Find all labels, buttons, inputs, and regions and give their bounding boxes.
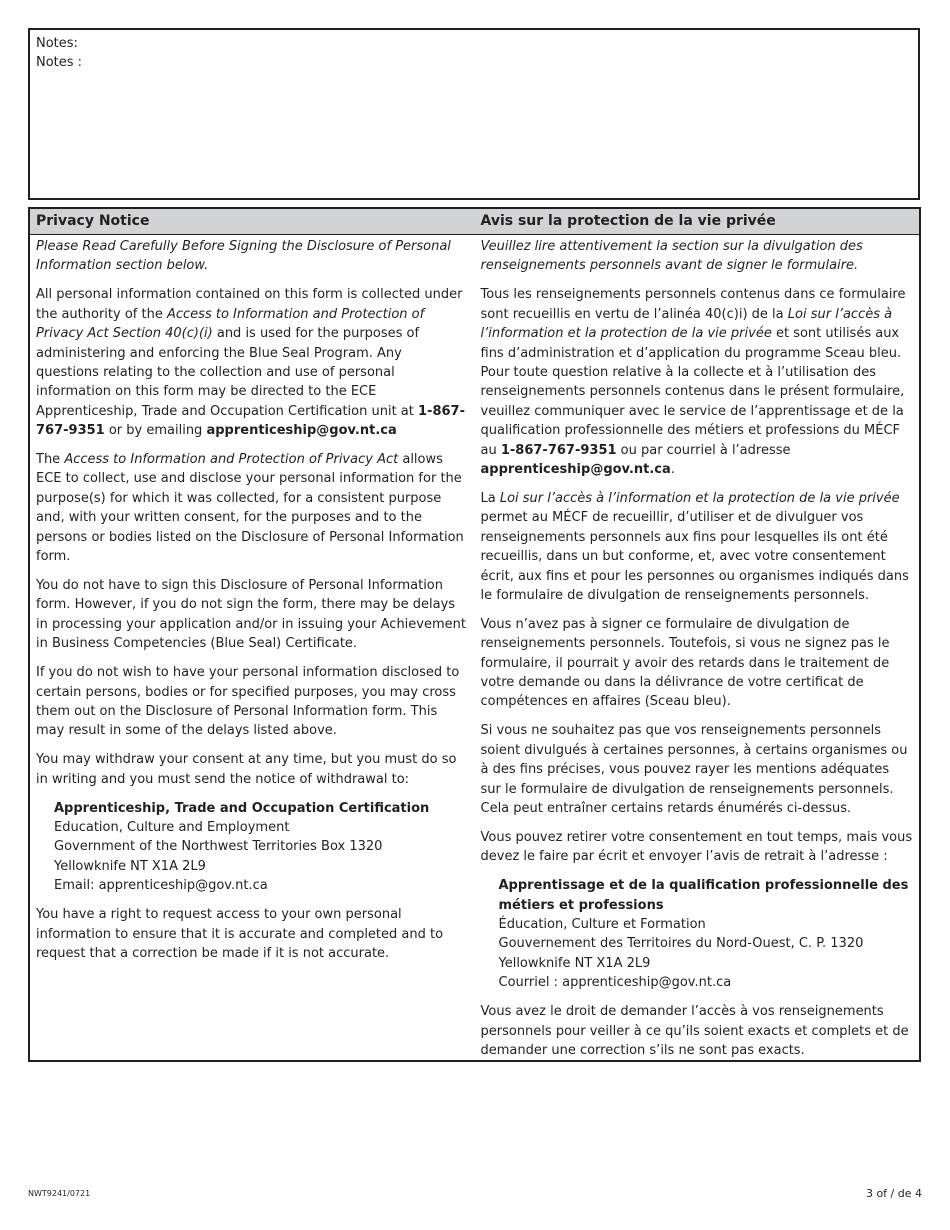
privacy-paragraph-4-en: If you do not wish to have your personal information disclosed to certain persons, bodies or for specified purposes, you may cross them out on the Disclosure of Personal Information form. This may result in some of the delays listed above. [36,665,460,739]
privacy-paragraph-3-fr: Vous n’avez pas à signer ce formulaire de divulgation de renseignements personnels. Toutefois, si vous ne signez pas le formulaire, il pourrait y avoir des retards dans le traitement de votre demande ou dans la délivrance de votre certificat de compétences en affaires (Sceau bleu). [480,616,890,710]
address-email: Courriel : apprenticeship@gov.nt.ca [498,975,732,991]
form-code: NWT9241/0721 [28,1189,91,1198]
email-address: apprenticeship@gov.nt.ca [206,423,397,439]
phone-number: 1-867-767-9351 [500,442,617,458]
address-email: Email: apprenticeship@gov.nt.ca [54,878,268,894]
address-organization: Apprentissage et de la qualification professionnelle des métiers et professions [498,878,909,913]
notes-label-fr: Notes : [36,55,83,70]
address-organization: Apprenticeship, Trade and Occupation Certification [54,800,430,816]
address-government: Gouvernement des Territoires du Nord-Ouest, C. P. 1320 [498,936,864,952]
privacy-notice-table [28,207,921,1062]
privacy-paragraph-6-en: You have a right to request access to your own personal information to ensure that it is accurate and completed and to request that a correction be made if it is not accurate. [36,907,444,961]
privacy-paragraph-6-fr: Vous avez le droit de demander l’accès à vos renseignements personnels pour veiller à ce qu’ils soient exacts et complets et de demander une correction s’ils ne sont pas exacts. [480,1004,909,1058]
withdrawal-address-fr [499,876,914,992]
email-address: apprenticeship@gov.nt.ca [480,461,671,477]
privacy-intro-en: Please Read Carefully Before Signing the Disclosure of Personal Information section below. [36,239,451,274]
privacy-header-en: Privacy Notice [30,209,475,235]
privacy-column-fr [475,209,920,1060]
privacy-intro-fr: Veuillez lire attentivement la section sur la divulgation des renseignements personnels avant de signer le formulaire. [480,239,863,274]
privacy-paragraph-2-fr: La Loi sur l’accès à l’information et la protection de la vie privée permet au MÉCF de recueillir, d’utiliser et de divulguer vos renseignements personnels aux fins pour lesquelles ils ont été recueillis, dans un but conforme, et, avec votre consentement écrit, aux fins et pour les personnes ou organismes indiqués dans le formulaire de divulgation de renseignements personnels. [480,490,909,603]
withdrawal-address-en [54,799,469,896]
phone-number: 1-867-767-9351 [36,403,465,439]
privacy-paragraph-5-fr: Vous pouvez retirer votre consentement en tout temps, mais vous devez le faire par écrit et envoyer l’avis de retrait à l’adresse : [480,829,913,865]
privacy-paragraph-3-en: You do not have to sign this Disclosure of Personal Information form. However, if you do not sign the form, there may be delays in processing your application and/or in issuing your Achievement in Business Competencies (Blue Seal) Certificate. [36,578,466,652]
notes-label-en: Notes: [36,36,78,51]
privacy-paragraph-4-fr: Si vous ne souhaitez pas que vos renseignements personnels soient divulgués à certaines personnes, à certains organismes ou à des fins précises, vous pouvez rayer les mentions adéquates sur le formulaire de divulgation de renseignements personnels. Cela peut entraîner certains retards énumérés ci-dessus. [480,723,908,816]
privacy-paragraph-1-en: All personal information contained on this form is collected under the authority of the Access to Information and Protection of Privacy Act Section 40(c)(i) and is used for the purposes of administering and enforcing the Blue Seal Program. Any questions relating to the collection and use of personal information on this form may be directed to the ECE Apprenticeship, Trade and Occupation Certification unit at 1-867-767-9351 or by emailing apprenticeship@gov.nt.ca [36,287,465,439]
privacy-paragraph-1-fr: Tous les renseignements personnels contenus dans ce formulaire sont recueillis en vertu de l’alinéa 40(c)i) de la Loi sur l’accès à l’information et la protection de la vie privée et sont utilisés aux fins d’administration et d’application du programme Sceau bleu. Pour toute question relative à la collecte et à l’utilisation des renseignements personnels contenus dans le présent formulaire, veuillez communiquer avec le service de l’apprentissage et de la qualification professionnelle des métiers et professions du MÉCF au 1-867-767-9351 ou par courriel à l’adresse apprenticeship@gov.nt.ca. [480,287,906,477]
page-number: 3 of / de 4 [865,1187,922,1200]
notes-box[interactable] [28,28,920,200]
address-government: Government of the Northwest Territories Box 1320 [54,839,383,855]
address-department: Education, Culture and Employment [54,819,290,835]
privacy-paragraph-2-en: The Access to Information and Protection of Privacy Act allows ECE to collect, use and disclose your personal information for the purpose(s) for which it was collected, for a consistent purpose and, with your written consent, for the purposes and to the persons or bodies listed on the Disclosure of Personal Information form. [36,452,464,565]
privacy-paragraph-5-en: You may withdraw your consent at any time, but you must do so in writing and you must send the notice of withdrawal to: [36,752,457,787]
privacy-column-en [30,209,475,1060]
privacy-header-fr: Avis sur la protection de la vie privée [475,209,920,235]
address-department: Éducation, Culture et Formation [498,917,706,932]
address-city: Yellowknife NT X1A 2L9 [54,858,206,874]
address-city: Yellowknife NT X1A 2L9 [498,955,651,971]
